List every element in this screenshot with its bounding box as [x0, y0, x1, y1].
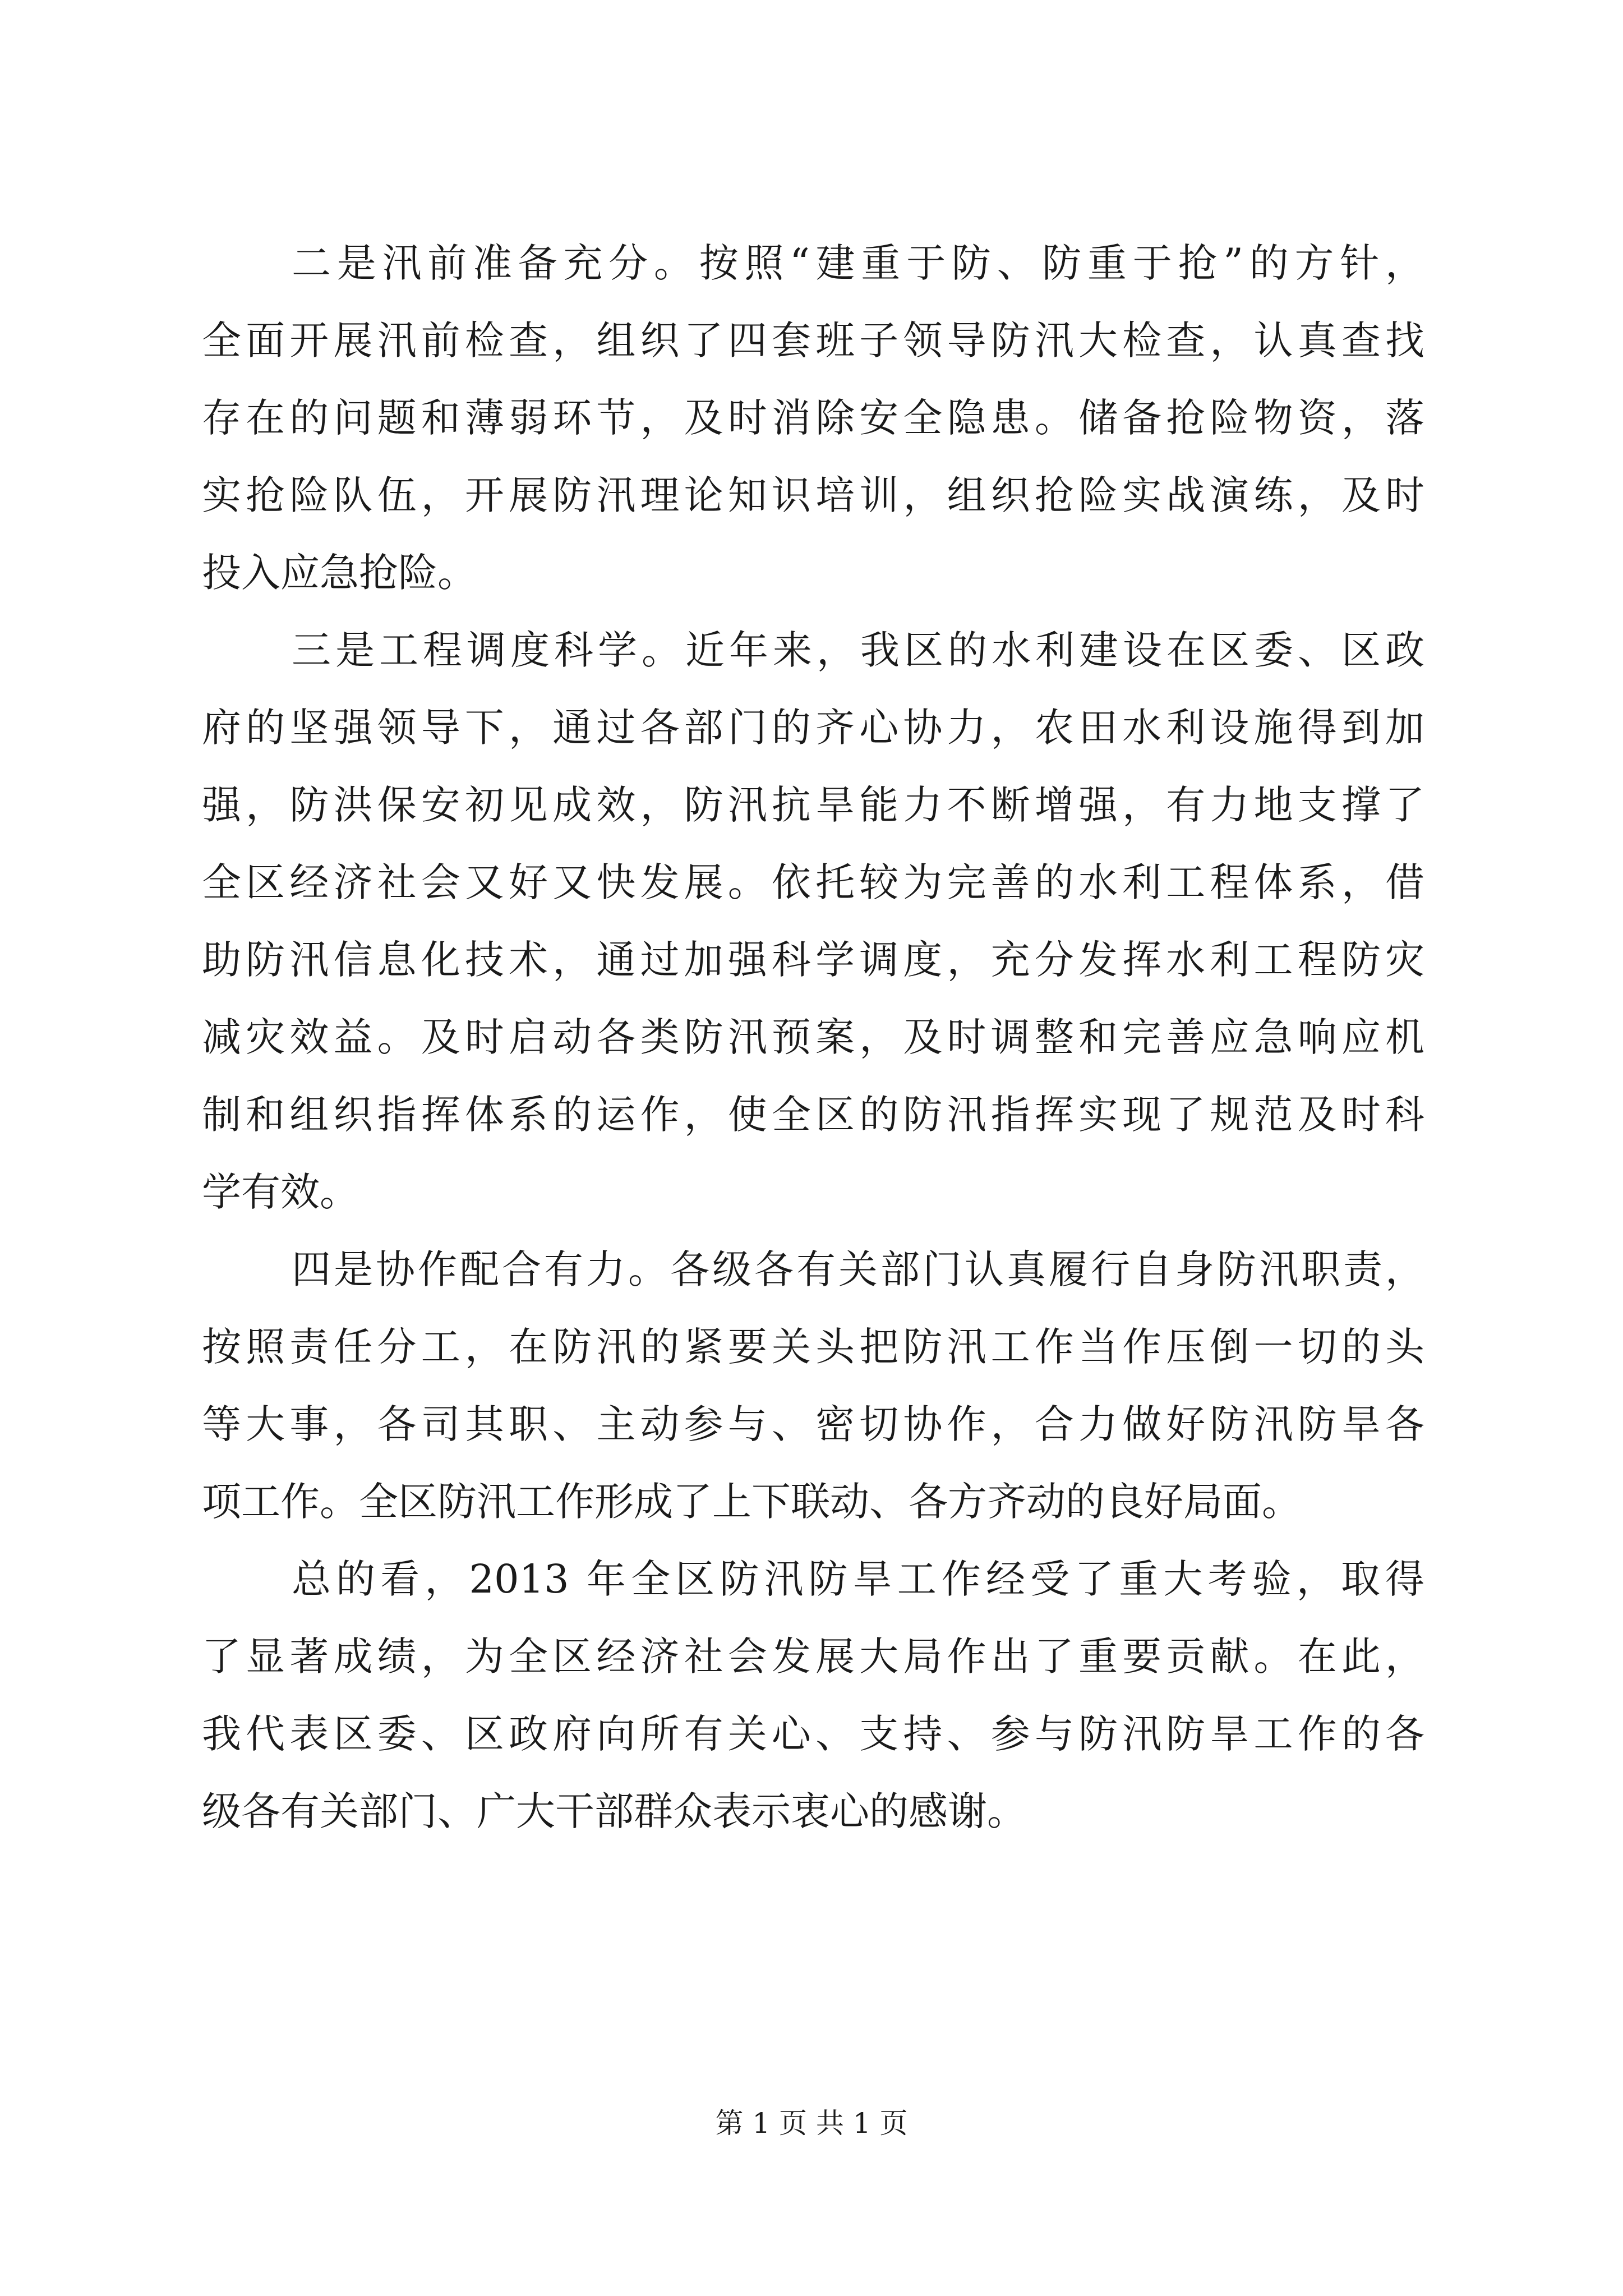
paragraph-4-line-2: 了显著成绩，为全区经济社会发展大局作出了重要贡献。在此，	[202, 1634, 1424, 1680]
paragraph-2-line-2: 府的坚强领导下，通过各部门的齐心协力，农田水利设施得到加	[202, 705, 1424, 751]
paragraph-4-line-3: 我代表区委、区政府向所有关心、支持、参与防汛防旱工作的各	[202, 1711, 1424, 1757]
paragraph-3-line-3: 等大事，各司其职、主动参与、密切协作，合力做好防汛防旱各	[202, 1401, 1424, 1447]
paragraph-2-line-5: 助防汛信息化技术，通过加强科学调度，充分发挥水利工程防灾	[202, 937, 1424, 983]
paragraph-3-line-2: 按照责任分工，在防汛的紧要关头把防汛工作当作压倒一切的头	[202, 1324, 1424, 1370]
paragraph-1-line-4: 实抢险队伍，开展防汛理论知识培训，组织抢险实战演练，及时	[202, 472, 1424, 518]
paragraph-1-line-2: 全面开展汛前检查，组织了四套班子领导防汛大检查，认真查找	[202, 318, 1424, 364]
paragraph-4-line-4: 级各有关部门、广大干部群众表示衷心的感谢。	[202, 1788, 1026, 1834]
page-number-footer: 第 1 页 共 1 页	[715, 2107, 908, 2139]
document-body	[202, 224, 1424, 1850]
paragraph-2-line-3: 强，防洪保安初见成效，防汛抗旱能力不断增强，有力地支撑了	[202, 782, 1424, 828]
paragraph-4-line-1: 总的看，2013 年全区防汛防旱工作经受了重大考验，取得	[292, 1556, 1424, 1602]
paragraph-3-line-4: 项工作。全区防汛工作形成了上下联动、各方齐动的良好局面。	[202, 1479, 1301, 1525]
paragraph-1-line-5: 投入应急抢险。	[202, 550, 477, 596]
paragraph-2-line-8: 学有效。	[202, 1169, 359, 1215]
paragraph-2-line-1: 三是工程调度科学。近年来，我区的水利建设在区委、区政	[292, 627, 1424, 673]
paragraph-2-line-6: 减灾效益。及时启动各类防汛预案，及时调整和完善应急响应机	[202, 1014, 1424, 1060]
paragraph-1-line-1: 二是汛前准备充分。按照“建重于防、防重于抢”的方针，	[292, 240, 1424, 286]
paragraph-1-line-3: 存在的问题和薄弱环节，及时消除安全隐患。储备抢险物资，落	[202, 395, 1424, 441]
paragraph-2-line-7: 制和组织指挥体系的运作，使全区的防汛指挥实现了规范及时科	[202, 1092, 1424, 1138]
paragraph-3-line-1: 四是协作配合有力。各级各有关部门认真履行自身防汛职责，	[292, 1246, 1424, 1292]
paragraph-2-line-4: 全区经济社会又好又快发展。依托较为完善的水利工程体系，借	[202, 859, 1424, 905]
